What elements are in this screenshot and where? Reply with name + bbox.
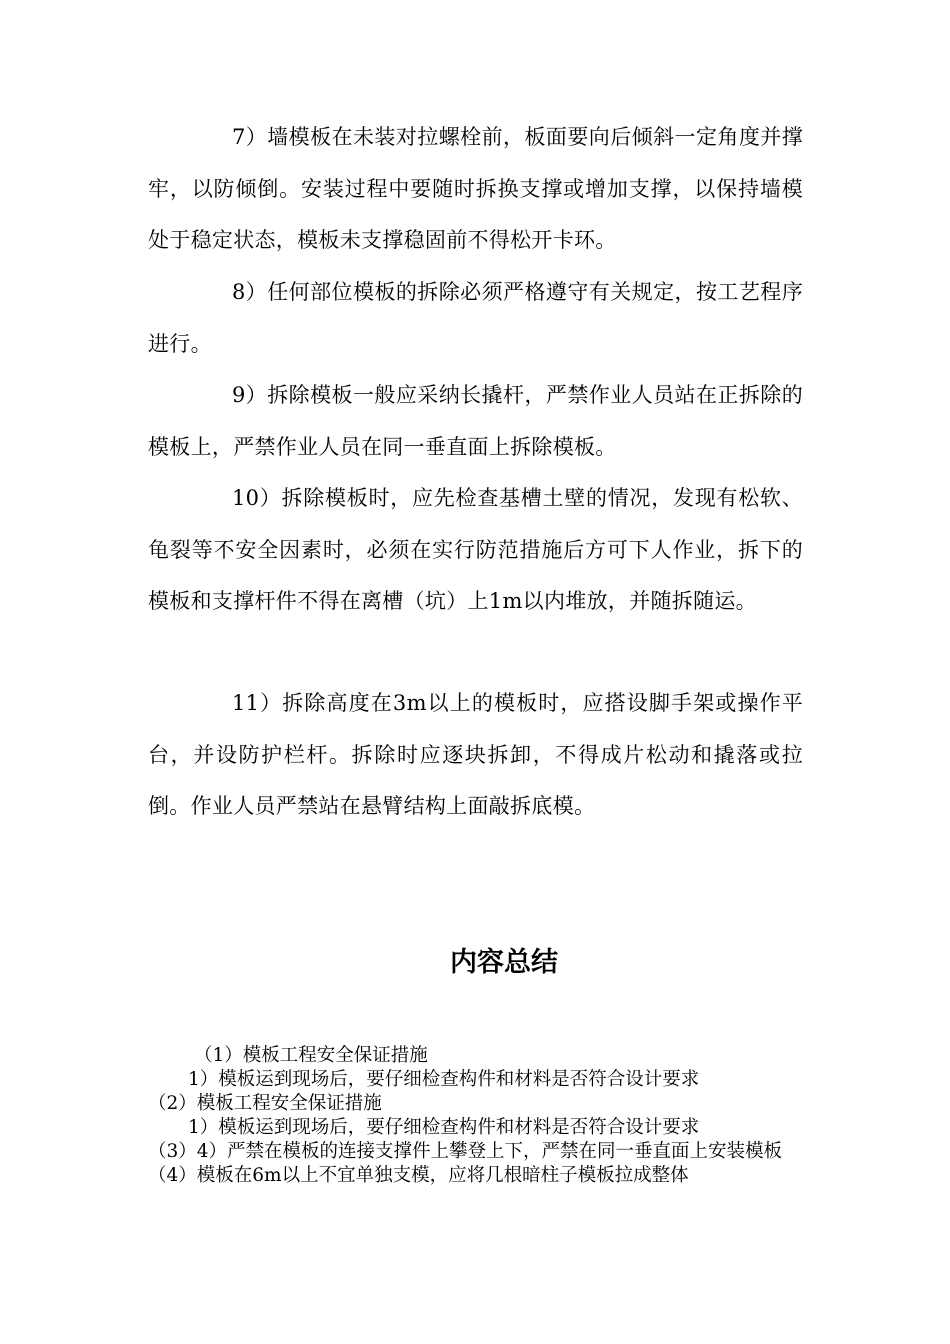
summary-line: （2）模板工程安全保证措施 — [148, 1093, 382, 1114]
summary-list — [148, 1044, 808, 1188]
summary-title: 内容总结 — [450, 947, 558, 978]
summary-line: （4）模板在6m以上不宜单独支模，应将几根暗柱子模板拉成整体 — [148, 1165, 689, 1186]
summary-line: 1）模板运到现场后，要仔细检查构件和材料是否符合设计要求 — [188, 1069, 700, 1090]
paragraph-8: 8）任何部位模板的拆除必须严格遵守有关规定，按工艺程序进行。 — [148, 280, 803, 356]
summary-line: （1）模板工程安全保证措施 — [194, 1045, 428, 1066]
paragraph-10: 10）拆除模板时，应先检查基槽土壁的情况，发现有松软、龟裂等不安全因素时，必须在实行防范措施后方可下人作业，拆下的模板和支撑杆件不得在离槽（坑）上1m以内堆放，并随拆随运。 — [148, 486, 803, 613]
summary-line: 1）模板运到现场后，要仔细检查构件和材料是否符合设计要求 — [188, 1117, 700, 1138]
paragraph-7: 7）墙模板在未装对拉螺栓前，板面要向后倾斜一定角度并撑牢，以防倾倒。安装过程中要随时拆换支撑或增加支撑，以保持墙模处于稳定状态，模板未支撑稳固前不得松开卡环。 — [148, 125, 803, 252]
paragraph-9: 9）拆除模板一般应采纳长撬杆，严禁作业人员站在正拆除的模板上，严禁作业人员在同一垂直面上拆除模板。 — [148, 383, 803, 459]
paragraph-11: 11）拆除高度在3m以上的模板时，应搭设脚手架或操作平台，并设防护栏杆。拆除时应逐块拆卸，不得成片松动和撬落或拉倒。作业人员严禁站在悬臂结构上面敲拆底模。 — [148, 691, 803, 818]
summary-line: （3）4）严禁在模板的连接支撑件上攀登上下，严禁在同一垂直面上安装模板 — [148, 1141, 783, 1162]
